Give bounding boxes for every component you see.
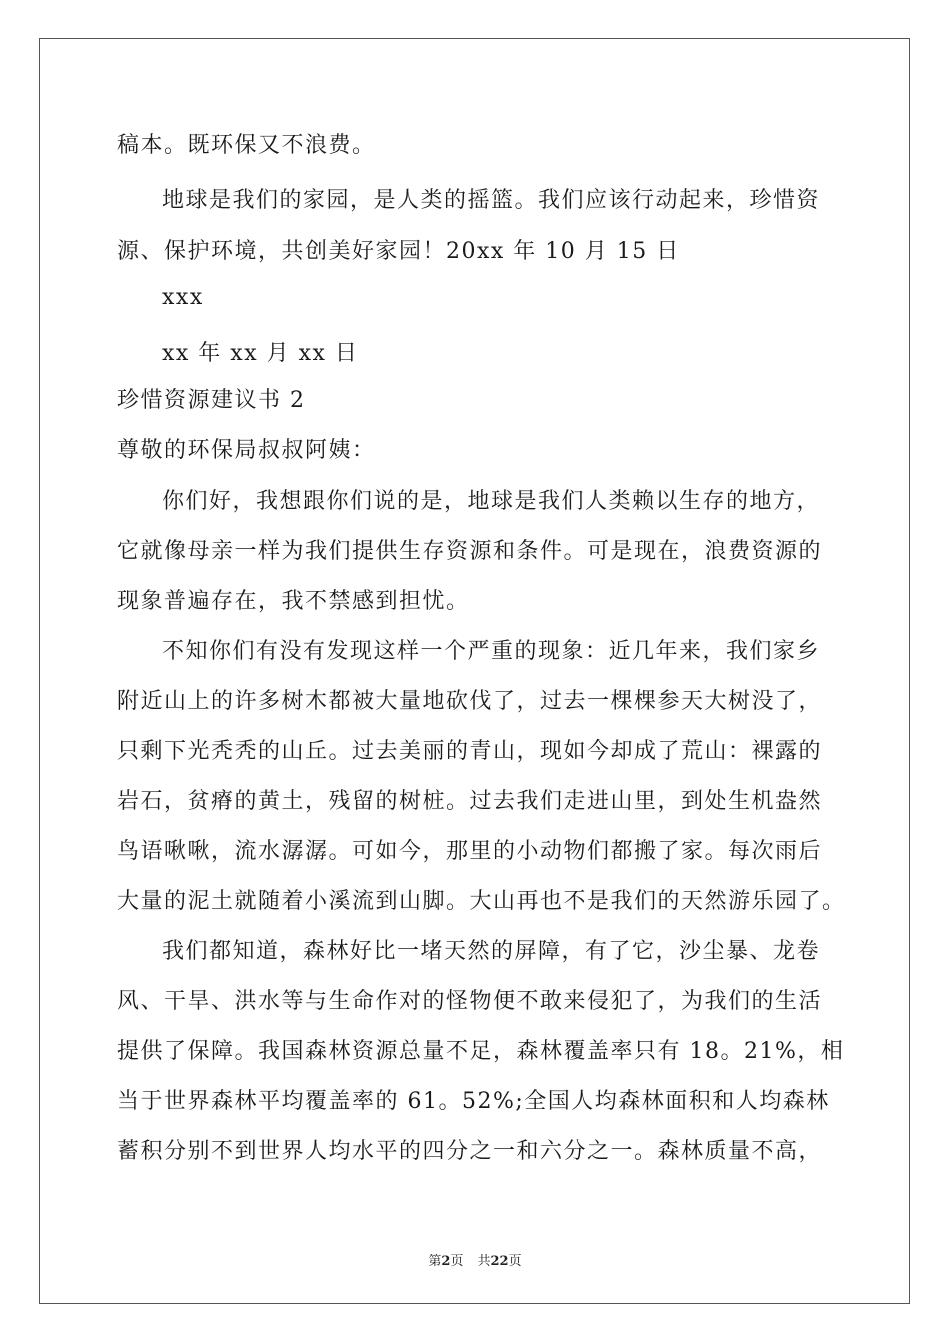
text-line: 当于世界森林平均覆盖率的 61。52%;全国人均森林面积和人均森林 (117, 1089, 830, 1114)
total-unit: 页 (508, 1254, 522, 1269)
text-line: 岩石，贫瘠的黄土，残留的树桩。过去我们走进山里，到处生机盎然 (117, 789, 823, 814)
signature-name: xxx (162, 285, 204, 310)
paragraph-start: 你们好，我想跟你们说的是，地球是我们人类赖以生存的地方， (162, 489, 821, 514)
signature-date: xx 年 xx 月 xx 日 (162, 341, 359, 366)
paragraph-start: 我们都知道，森林好比一堵天然的屏障，有了它，沙尘暴、龙卷 (162, 939, 821, 964)
page-total: 22 (490, 1254, 509, 1269)
text-line: 只剩下光秃秃的山丘。过去美丽的青山，现如今却成了荒山：裸露的 (117, 739, 823, 764)
text-line: 它就像母亲一样为我们提供生存资源和条件。可是现在，浪费资源的 (117, 539, 823, 564)
page-current: 2 (441, 1254, 451, 1269)
text-line: 现象普遍存在，我不禁感到担忧。 (117, 589, 470, 614)
paragraph-start: 地球是我们的家园，是人类的摇篮。我们应该行动起来，珍惜资 (162, 188, 821, 213)
page-footer (0, 1250, 950, 1269)
section-title: 珍惜资源建议书 2 (117, 388, 306, 413)
text-line: 大量的泥土就随着小溪流到山脚。大山再也不是我们的天然游乐园了。 (117, 889, 846, 914)
text-line: 风、干旱、洪水等与生命作对的怪物便不敢来侵犯了，为我们的生活 (117, 989, 823, 1014)
total-prefix: 共 (477, 1254, 491, 1269)
text-line: 蓄积分别不到世界人均水平的四分之一和六分之一。森林质量不高， (117, 1139, 823, 1164)
text-line: 源、保护环境，共创美好家园！20xx 年 10 月 15 日 (117, 239, 680, 264)
text-line: 稿本。既环保又不浪费。 (117, 133, 376, 158)
text-line: 鸟语啾啾，流水潺潺。可如今，那里的小动物们都搬了家。每次雨后 (117, 839, 823, 864)
page-unit: 页 (450, 1254, 464, 1269)
page-prefix: 第 (428, 1254, 442, 1269)
text-line: 附近山上的许多树木都被大量地砍伐了，过去一棵棵参天大树没了， (117, 689, 823, 714)
salutation: 尊敬的环保局叔叔阿姨： (117, 438, 376, 463)
paragraph-start: 不知你们有没有发现这样一个严重的现象：近几年来，我们家乡 (162, 639, 821, 664)
text-line: 提供了保障。我国森林资源总量不足，森林覆盖率只有 18。21%，相 (117, 1039, 845, 1064)
